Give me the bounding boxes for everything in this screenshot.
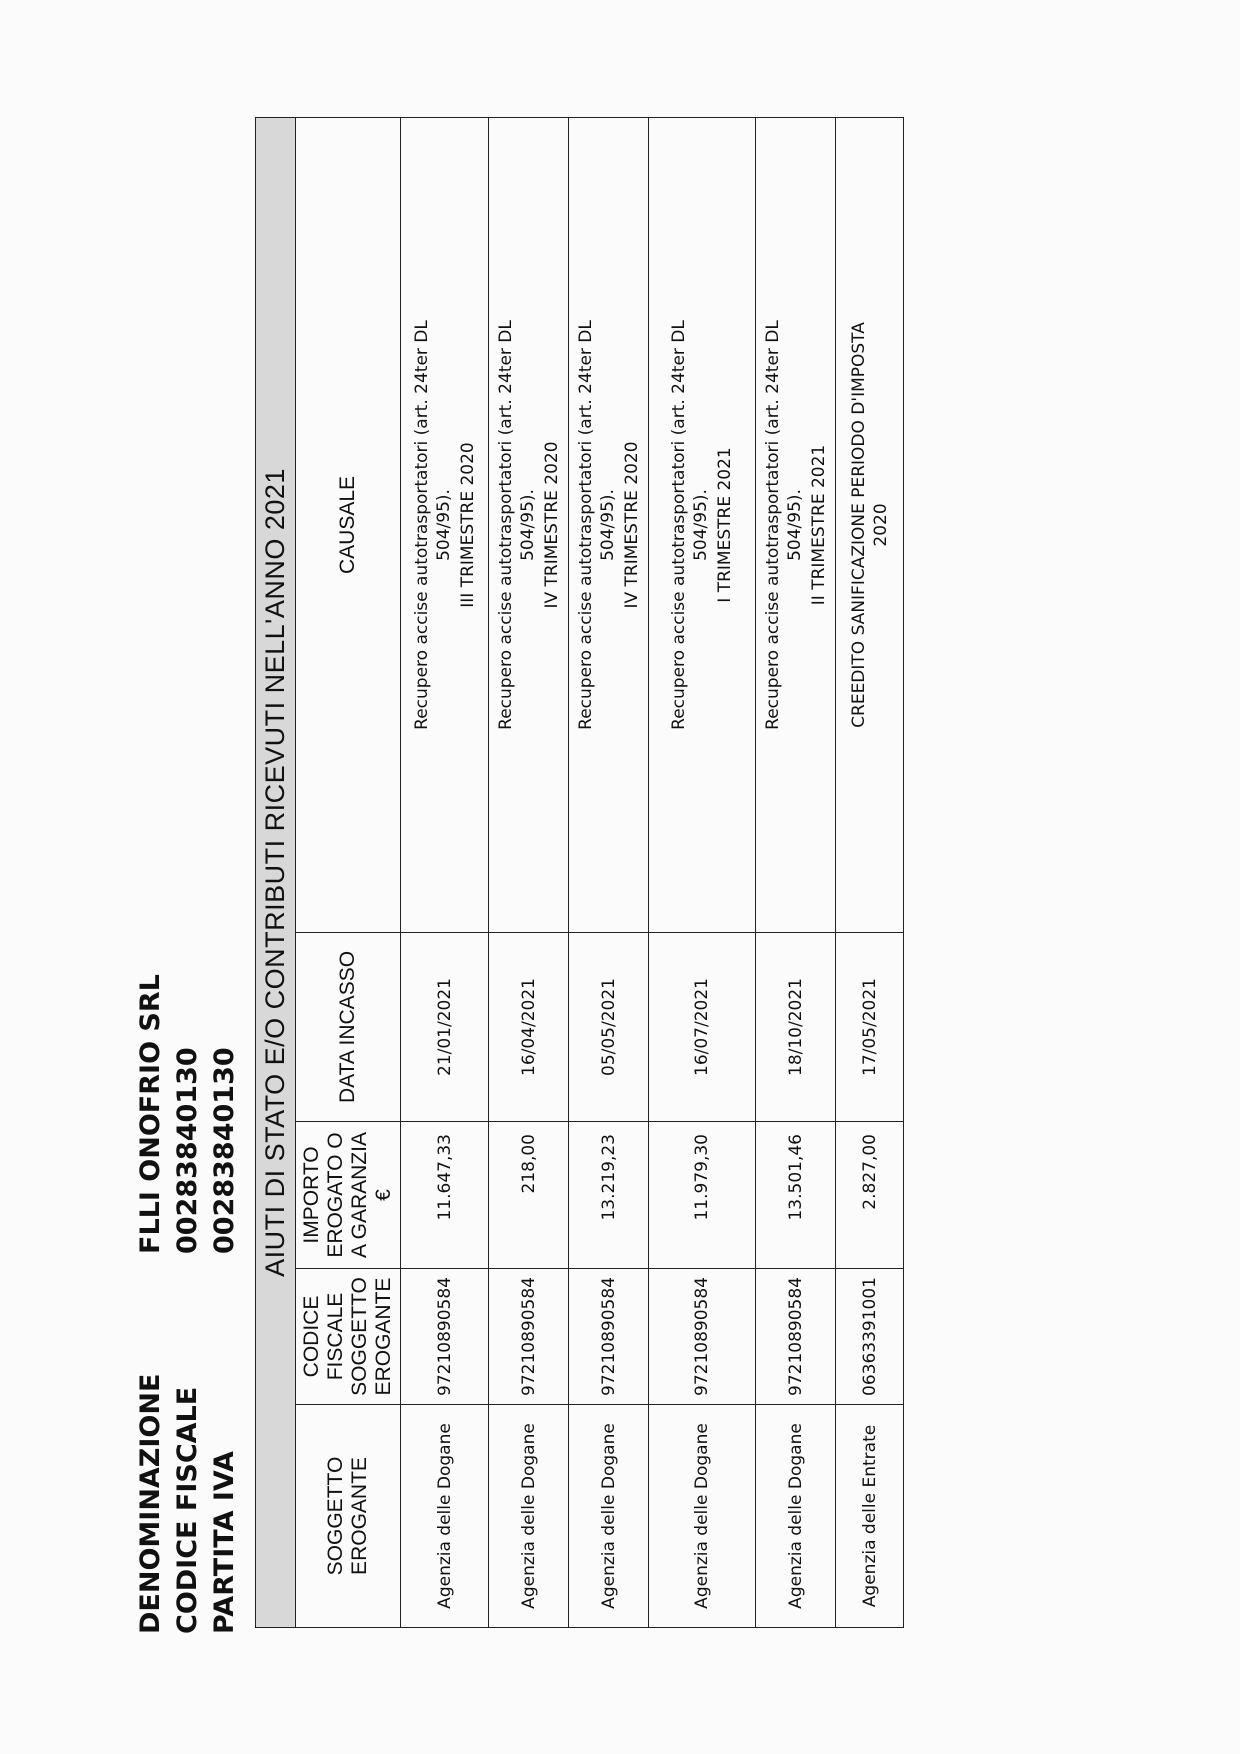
cell-importo: 11.979,30 (649, 1122, 756, 1269)
cell-soggetto: Agenzia delle Dogane (756, 1405, 836, 1628)
cell-soggetto: Agenzia delle Dogane (569, 1405, 649, 1628)
col-header-soggetto: SOGGETTO EROGANTE (296, 1405, 401, 1628)
partita-iva-label: PARTITA IVA (209, 1451, 240, 1634)
causale-trimestre: IV TRIMESTRE 2020 (541, 441, 562, 609)
partita-iva-value: 00283840130 (209, 1047, 240, 1254)
codice-fiscale-value: 00283840130 (172, 1047, 203, 1254)
causale-trimestre: I TRIMESTRE 2021 (715, 447, 735, 603)
cell-codice-fiscale: 97210890584 (569, 1269, 649, 1405)
table-row (756, 117, 836, 1627)
cell-data-incasso: 18/10/2021 (756, 933, 836, 1122)
aiuti-table (255, 117, 904, 1628)
cell-causale (836, 117, 904, 932)
cell-codice-fiscale: 06363391001 (836, 1269, 904, 1405)
causale-trimestre: III TRIMESTRE 2020 (457, 442, 478, 608)
cell-data-incasso: 16/04/2021 (489, 933, 569, 1122)
table-row (836, 117, 904, 1627)
causale-line-1: Recupero accise autotrasportatori (art. 24ter DL (495, 320, 516, 730)
codice-fiscale-label: CODICE FISCALE (172, 1386, 203, 1634)
col-header-importo: IMPORTO EROGATO O A GARANZIA € (296, 1122, 401, 1269)
causale-line-1: Recupero accise autotrasportatori (art. 24ter DL (575, 320, 596, 730)
table-row (489, 117, 569, 1627)
cell-codice-fiscale: 97210890584 (649, 1269, 756, 1405)
cell-causale (756, 117, 836, 932)
cell-causale (489, 117, 569, 932)
cell-codice-fiscale: 97210890584 (756, 1269, 836, 1405)
table-title-row (256, 117, 296, 1627)
cell-codice-fiscale: 97210890584 (489, 1269, 569, 1405)
causale-line-2: 2020 (870, 503, 891, 547)
cell-importo: 13.501,46 (756, 1122, 836, 1269)
table-title: AIUTI DI STATO E/O CONTRIBUTI RICEVUTI NELL'ANNO 2021 (256, 117, 296, 1627)
causale-trimestre: IV TRIMESTRE 2020 (621, 441, 642, 609)
col-header-codice-fiscale: CODICE FISCALE SOGGETTO EROGANTE (296, 1269, 401, 1405)
causale-line-1: Recupero accise autotrasportatori (art. 24ter DL (411, 320, 432, 730)
cell-importo: 2.827,00 (836, 1122, 904, 1269)
col-header-causale: CAUSALE (296, 117, 401, 932)
causale-line-1: CREEDITO SANIFICAZIONE PERIODO D'IMPOSTA (848, 322, 869, 728)
column-header-row (296, 117, 401, 1627)
cell-importo: 11.647,33 (401, 1122, 489, 1269)
causale-line-2: 504/95). (784, 489, 805, 561)
table-row (401, 117, 489, 1627)
causale-line-1: Recupero accise autotrasportatori (art. 24ter DL (762, 320, 783, 730)
cell-codice-fiscale: 97210890584 (401, 1269, 489, 1405)
cell-importo: 13.219,23 (569, 1122, 649, 1269)
table-row (649, 117, 756, 1627)
causale-line-2: 504/95). (597, 489, 618, 561)
cell-data-incasso: 05/05/2021 (569, 933, 649, 1122)
col-header-data-incasso: DATA INCASSO (296, 933, 401, 1122)
cell-data-incasso: 16/07/2021 (649, 933, 756, 1122)
cell-data-incasso: 21/01/2021 (401, 933, 489, 1122)
cell-causale (569, 117, 649, 932)
cell-causale (401, 117, 489, 932)
cell-soggetto: Agenzia delle Dogane (401, 1405, 489, 1628)
table-row (569, 117, 649, 1627)
causale-line-2: 504/95). (517, 489, 538, 561)
cell-soggetto: Agenzia delle Dogane (649, 1405, 756, 1628)
cell-data-incasso: 17/05/2021 (836, 933, 904, 1122)
denominazione-value: FLLI ONOFRIO SRL (135, 974, 166, 1254)
denominazione-label: DENOMINAZIONE (135, 1373, 166, 1634)
cell-soggetto: Agenzia delle Entrate (836, 1405, 904, 1628)
causale-line-1: Recupero accise autotrasportatori (art. 24ter DL (669, 320, 689, 730)
cell-causale (649, 117, 756, 932)
causale-line-2: 504/95). (433, 489, 454, 561)
causale-line-2: 504/95). (691, 489, 711, 561)
cell-soggetto: Agenzia delle Dogane (489, 1405, 569, 1628)
cell-importo: 218,00 (489, 1122, 569, 1269)
causale-trimestre: II TRIMESTRE 2021 (808, 444, 829, 606)
